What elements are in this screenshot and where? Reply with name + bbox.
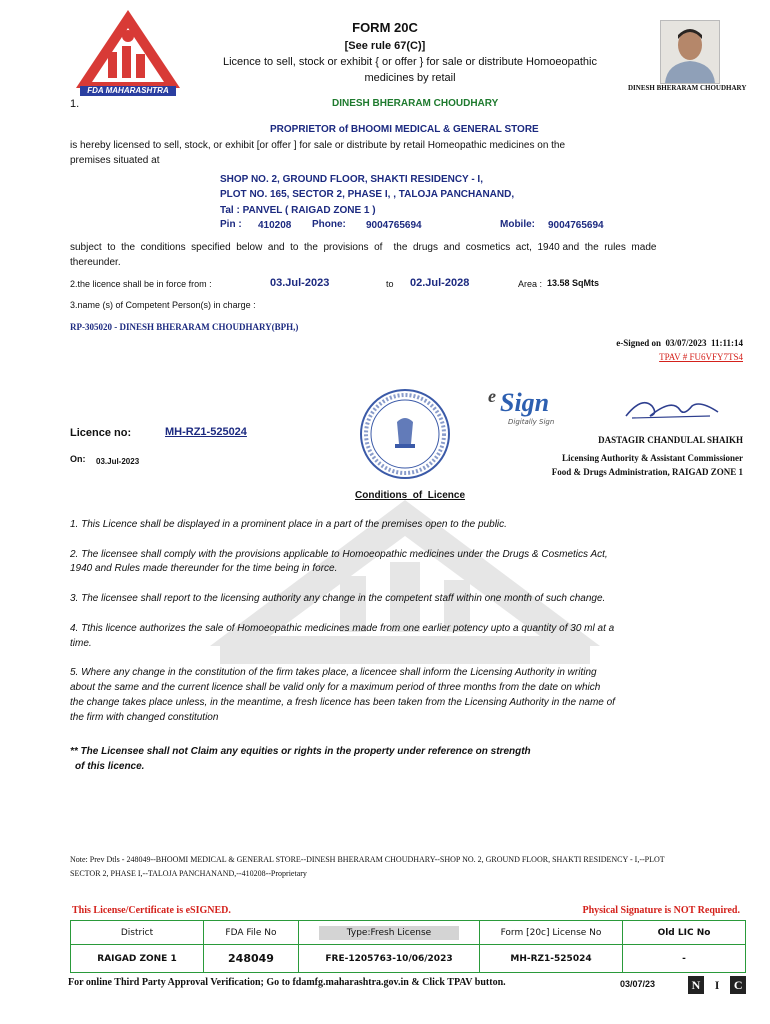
address-line-3: Tal : PANVEL ( RAIGAD ZONE 1 ) — [220, 205, 376, 216]
esign-logo-sign: Sign — [500, 388, 550, 417]
address-line-1: SHOP NO. 2, GROUND FLOOR, SHAKTI RESIDENCY - I, — [220, 174, 483, 185]
subject-text-1: subject to the conditions specified below and to the provisions of the drugs and cosmetics act, 1940 and the rules made — [70, 242, 657, 253]
type-label: Type:Fresh License — [319, 926, 459, 940]
form-subtitle-2: medicines by retail — [364, 72, 456, 84]
licensed-text-2: premises situated at — [70, 155, 160, 166]
license-summary-table — [70, 920, 746, 973]
mobile-label: Mobile: — [500, 219, 535, 230]
header-old-lic-no: Old LIC No — [623, 921, 746, 945]
official-seal — [355, 386, 455, 482]
cell-fda-file-no: 248049 — [204, 945, 299, 973]
cell-district: RAIGAD ZONE 1 — [71, 945, 204, 973]
condition-5c: the change takes place unless, in the meantime, a fresh licence has been taken from the Licensing Authority in the name of — [70, 697, 615, 708]
nic-letter-i: I — [714, 978, 720, 992]
subject-text-2: thereunder. — [70, 257, 121, 268]
item-index: 1. — [70, 98, 80, 110]
licence-no-value: MH-RZ1-525024 — [165, 426, 247, 438]
competent-value: RP-305020 - DINESH BHERARAM CHOUDHARY(BPH,) — [70, 322, 299, 332]
phone-label: Phone: — [312, 219, 346, 230]
physical-signature-notice: Physical Signature is NOT Required. — [582, 905, 740, 916]
authority-office: Food & Drugs Administration, RAIGAD ZONE 1 — [551, 467, 743, 477]
condition-4b: time. — [70, 638, 92, 649]
condition-5d: the firm with changed constitution — [70, 712, 219, 723]
header-district: District — [71, 921, 204, 945]
condition-2a: 2. The licensee shall comply with the provisions applicable to Homoeopathic medicines under the Drugs & Cosmetics Act, — [70, 549, 608, 560]
esign-logo — [488, 388, 584, 430]
equities-note-a: ** The Licensee shall not Claim any equities or rights in the property under reference on strength — [70, 746, 531, 757]
licensed-text-1: is hereby licensed to sell, stock, or exhibit [or offer ] for sale or distribute by retail Homeopathic medicines on the — [70, 140, 566, 151]
esign-logo-tagline: Digitally Sign — [508, 418, 555, 426]
esign-logo-e: e — [488, 386, 496, 406]
from-date: 03.Jul-2023 — [270, 277, 330, 289]
form-title: FORM 20C — [352, 20, 418, 35]
condition-2b: 1940 and Rules made thereunder for the time being in force. — [70, 563, 338, 574]
to-label: to — [386, 279, 394, 289]
prev-details-note-1: Note: Prev Dtls - 248049--BHOOMI MEDICAL & GENERAL STORE--DINESH BHERARAM CHOUDHARY--SHOP NO. 2, GROUND FLOOR, SHAKTI RESIDENCY - I,--PLOT — [70, 855, 665, 864]
conditions-heading: Conditions of Licence — [355, 490, 466, 501]
condition-5b: about the same and the current licence shall be valid only for a maximum period of three months from the date on which — [70, 682, 601, 693]
header-form-license-no: Form [20c] License No — [480, 921, 623, 945]
licence-on-label: On: — [70, 454, 86, 464]
prev-details-note-2: SECTOR 2, PHASE I,--TALOJA PANCHANAND,--410208--Proprietary — [70, 869, 307, 878]
mobile-value: 9004765694 — [548, 220, 604, 231]
authority-name: DASTAGIR CHANDULAL SHAIKH — [598, 435, 743, 445]
cell-old-lic-no: - — [623, 945, 746, 973]
licensee-name: DINESH BHERARAM CHOUDHARY — [332, 98, 499, 109]
form-subtitle-1: Licence to sell, stock or exhibit { or offer } for sale or distribute Homoeopathic — [223, 56, 597, 68]
condition-1: 1. This Licence shall be displayed in a prominent place in a part of the premises open to the public. — [70, 519, 507, 530]
competent-label: 3.name (s) of Competent Person(s) in charge : — [70, 300, 256, 310]
area-label: Area : — [518, 279, 543, 289]
area-value: 13.58 SqMts — [547, 278, 600, 288]
authority-title: Licensing Authority & Assistant Commissioner — [561, 453, 743, 463]
table-row — [71, 945, 746, 973]
licence-no-label: Licence no: — [70, 427, 132, 439]
photo-caption: DINESH BHERARAM CHOUDHARY — [628, 84, 747, 92]
condition-4a: 4. Tthis licence authorizes the sale of Homoeopathic medicines made from one earlier potency upto a quantity of 30 ml at a — [70, 623, 615, 634]
licence-on-value: 03.Jul-2023 — [96, 457, 140, 466]
rule-reference: [See rule 67(C)] — [344, 40, 426, 52]
condition-3: 3. The licensee shall report to the licensing authority any change in the competent staff within one month of such change. — [70, 593, 606, 604]
table-header-row — [71, 921, 746, 945]
header-fda-file-no: FDA File No — [204, 921, 299, 945]
header-type — [299, 921, 480, 945]
tpav-code: TPAV # FU6VFY7TS4 — [659, 352, 743, 362]
pin-label: Pin : — [220, 219, 242, 230]
officer-signature — [622, 392, 722, 424]
condition-5a: 5. Where any change in the constitution of the firm takes place, a licencee shall inform the Licensing Authority in writing — [70, 667, 597, 678]
phone-value: 9004765694 — [366, 220, 422, 231]
logo-text: FDA MAHARASHTRA — [87, 86, 169, 95]
address-line-2: PLOT NO. 165, SECTOR 2, PHASE I, , TALOJA PANCHANAND, — [220, 189, 515, 200]
proprietor-line: PROPRIETOR of BHOOMI MEDICAL & GENERAL STORE — [270, 124, 539, 135]
cell-form-license-no: MH-RZ1-525024 — [480, 945, 623, 973]
nic-letter-c: C — [730, 976, 746, 994]
pin-value: 410208 — [258, 220, 292, 231]
nic-logo — [688, 974, 746, 992]
tpav-verification-note: For online Third Party Approval Verification; Go to fdamfg.maharashtra.gov.in & Click TPAV button. — [68, 977, 506, 988]
esigned-notice: This License/Certificate is eSIGNED. — [72, 905, 231, 916]
to-date: 02.Jul-2028 — [410, 277, 470, 289]
equities-note-b: of this licence. — [75, 761, 145, 772]
cell-type: FRE-1205763-10/06/2023 — [299, 945, 480, 973]
footer-date: 03/07/23 — [620, 979, 656, 989]
licensee-photo — [660, 20, 720, 84]
force-label: 2.the licence shall be in force from : — [70, 279, 212, 289]
esigned-timestamp: e-Signed on 03/07/2023 11:11:14 — [616, 338, 743, 348]
nic-letter-n: N — [688, 976, 704, 994]
